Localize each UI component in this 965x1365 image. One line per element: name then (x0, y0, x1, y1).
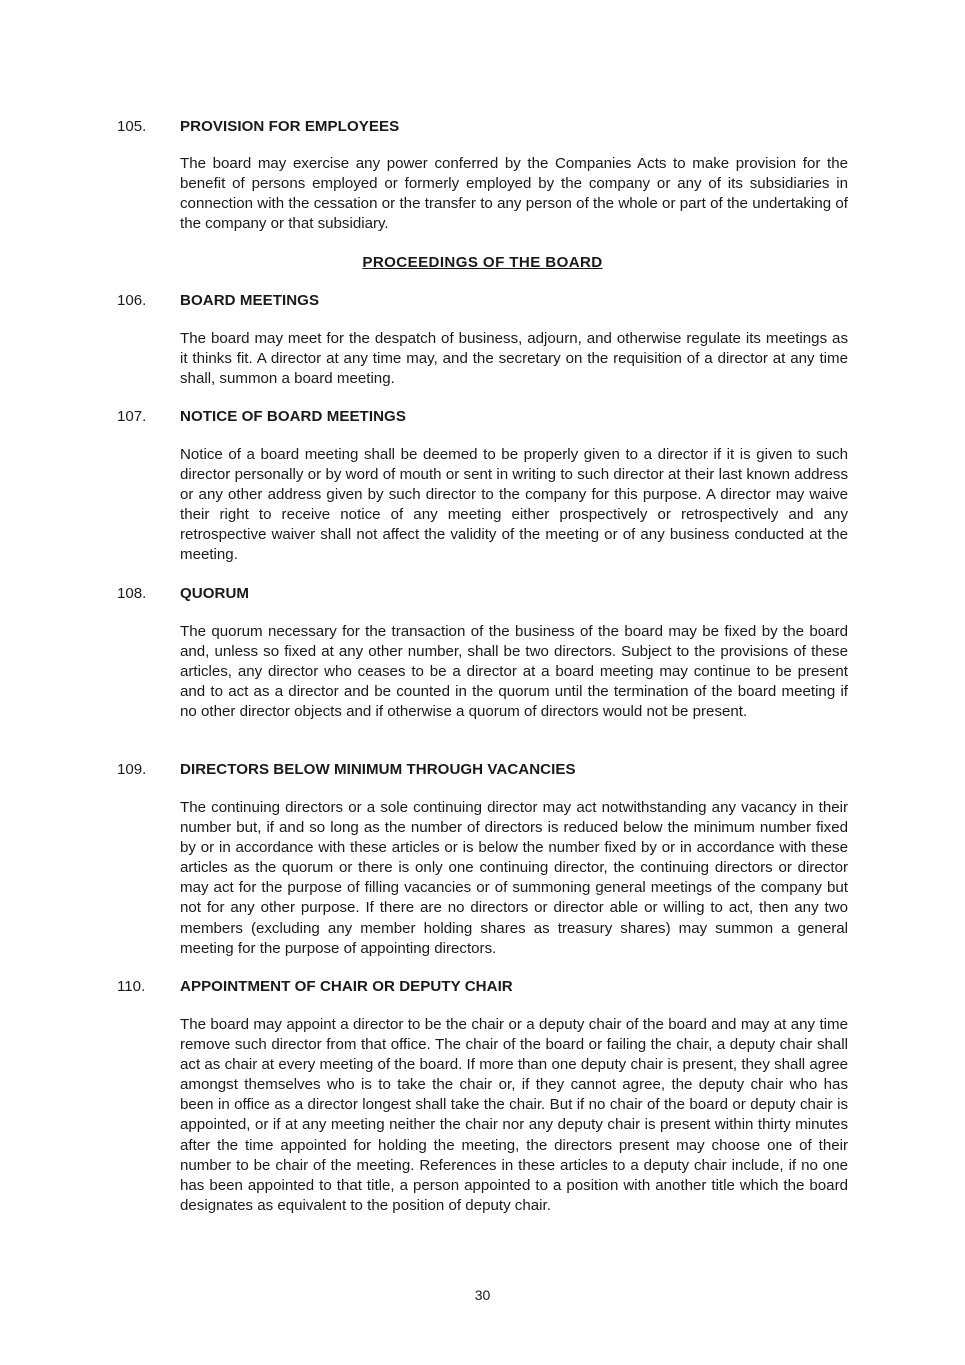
article-title: BOARD MEETINGS (180, 292, 320, 309)
article-107 (0, 407, 965, 564)
article-heading (0, 117, 965, 137)
article-body: The continuing directors or a sole continuing director may act notwithstanding any vacancy in their number but, if and so long as the number of directors is reduced below the minimum number fixed by or in accordance with these articles or is below the number fixed by or in accordance with these articles as the quorum or there is only one continuing director, the continuing directors or director may act for the purpose of filling vacancies or of summoning general meetings of the company but not for any other purpose. If there are no directors or director able or willing to act, then any two members (excluding any member holding shares as treasury shares) may summon a general meeting for the purpose of appointing directors. (180, 799, 848, 957)
article-105 (0, 117, 965, 233)
article-title: QUORUM (180, 585, 250, 602)
article-heading (0, 977, 965, 997)
article-heading (0, 407, 965, 427)
article-title: NOTICE OF BOARD MEETINGS (180, 408, 406, 425)
article-108 (0, 584, 965, 721)
article-title: PROVISION FOR EMPLOYEES (180, 118, 400, 135)
article-title: APPOINTMENT OF CHAIR OR DEPUTY CHAIR (180, 978, 513, 995)
article-heading (0, 291, 965, 311)
article-body: Notice of a board meeting shall be deemed to be properly given to a director if it is given to such director personally or by word of mouth or sent in writing to such director at their last known address or any other address given by such director to the company for this purpose. A director may waive their right to receive notice of any meeting either prospectively or retrospectively and any retrospective waiver shall not affect the validity of the meeting or of any business conducted at the meeting. (180, 446, 848, 564)
article-number: 109. (117, 761, 147, 778)
article-body: The board may meet for the despatch of business, adjourn, and otherwise regulate its meetings as it thinks fit. A director at any time may, and the secretary on the requisition of a director at any time shall, summon a board meeting. (180, 330, 848, 388)
article-heading (0, 760, 965, 780)
page-number: 30 (474, 1287, 491, 1303)
article-body: The quorum necessary for the transaction of the business of the board may be fixed by the board and, unless so fixed at any other number, shall be two directors. Subject to the provisions of these articles, any director who ceases to be a director at a board meeting may continue to be present and to act as a director and be counted in the quorum until the termination of the board meeting if no other director objects and if otherwise a quorum of directors would not be present. (180, 623, 848, 721)
article-number: 105. (117, 118, 147, 135)
article-109 (0, 760, 965, 957)
article-number: 107. (117, 408, 147, 425)
article-number: 110. (117, 978, 146, 995)
article-106 (0, 291, 965, 388)
article-heading (0, 584, 965, 604)
article-body: The board may appoint a director to be the chair or a deputy chair of the board and may at any time remove such director from that office. The chair of the board or failing the chair, a deputy chair shall act as chair at every meeting of the board. If more than one deputy chair is present, they shall agree amongst themselves who is to take the chair or, if they cannot agree, the deputy chair who has been in office as a director longest shall take the chair. But if no chair of the board or deputy chair is appointed, or if at any meeting neither the chair nor any deputy chair is present within thirty minutes after the time appointed for holding the meeting, the directors present may choose one of their number to be chair of the meeting. References in these articles to a deputy chair include, if no one has been appointed to that title, a person appointed to a position with another title which the board designates as equivalent to the position of deputy chair. (180, 1016, 848, 1214)
article-110 (0, 977, 965, 1214)
article-number: 108. (117, 585, 147, 602)
article-number: 106. (117, 292, 147, 309)
part-heading: PROCEEDINGS OF THE BOARD (362, 254, 603, 271)
article-title: DIRECTORS BELOW MINIMUM THROUGH VACANCIES (180, 761, 576, 778)
article-body: The board may exercise any power conferred by the Companies Acts to make provision for the benefit of persons employed or formerly employed by the company or any of its subsidiaries in connection with the cessation or the transfer to any person of the whole or part of the undertaking of the company or that subsidiary. (180, 155, 848, 233)
